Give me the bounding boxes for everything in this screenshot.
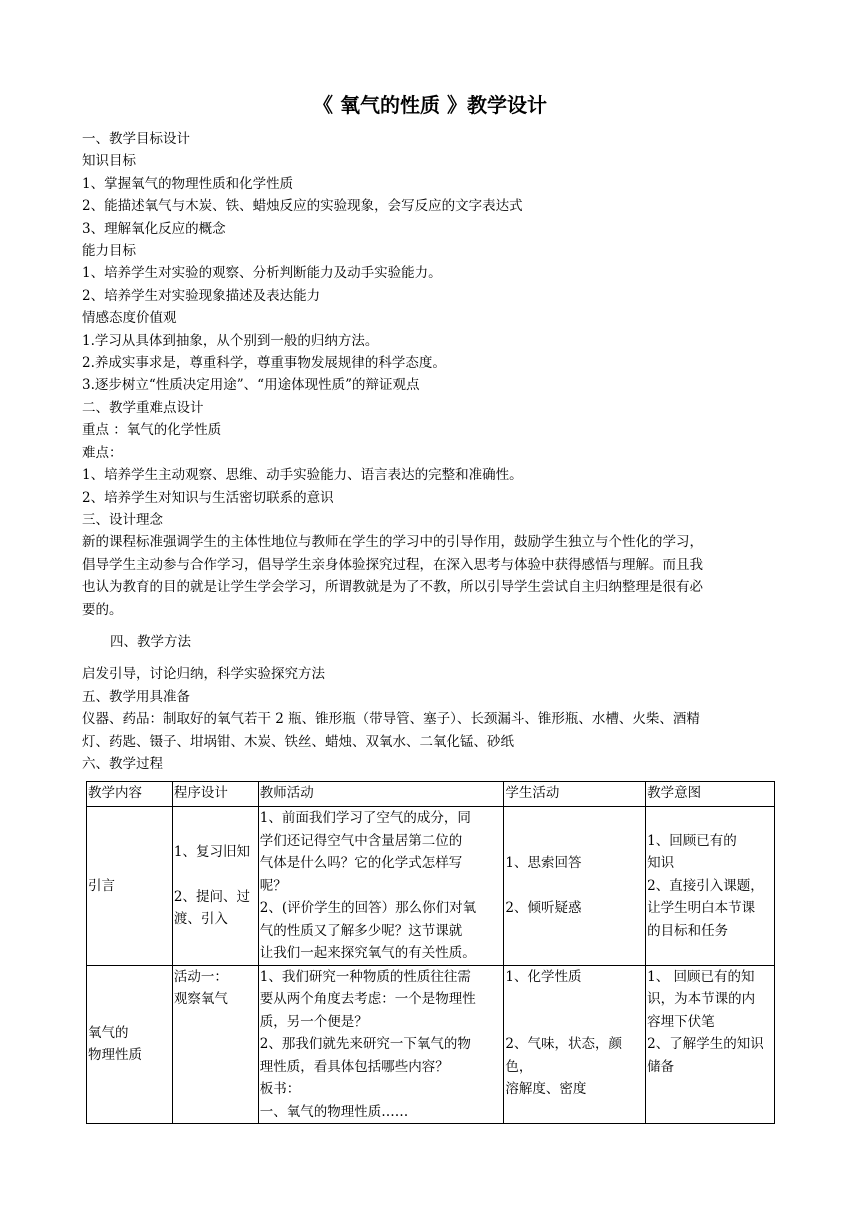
emotion-item: 2.养成实事求是，尊重科学，尊重事物发展规律的科学态度。 <box>82 355 446 372</box>
subheading-emotion: 情感态度价值观 <box>82 310 177 327</box>
table-cell-intent: 1、 回顾已有的知 识，为本节课的内 容埋下伏笔 2、了解学生的知识 储备 <box>646 965 775 1124</box>
subheading-knowledge: 知识目标 <box>82 153 136 170</box>
table-header-cell: 教学内容 <box>87 782 173 807</box>
table-cell-teacher: 1、我们研究一种物质的性质往往需 要从两个角度去考虑：一个是物理性 质，另一个便是？ 2、那我们就先来研究一下氧气的物 理性质，看具体包括哪些内容？ 板书： 一、氧气的物理性质…… <box>258 965 504 1124</box>
section-heading-method: 四、教学方法 <box>110 633 191 650</box>
concept-line: 新的课程标准强调学生的主体性地位与教师在学生的学习中的引导作用，鼓励学生独立与个性化的学习， <box>82 534 703 551</box>
key-point: 重点 ：氧气的化学性质 <box>82 422 222 439</box>
concept-line: 也认为教育的目的就是让学生学会学习，所谓教就是为了不教，所以引导学生尝试自主归纳整理是很有必 <box>82 579 703 596</box>
table-cell-content: 氧气的 物理性质 <box>87 965 173 1124</box>
knowledge-item: 3、理解氧化反应的概念 <box>82 220 226 237</box>
document-body <box>82 128 782 775</box>
table-header-cell: 教学意图 <box>646 782 775 807</box>
ability-item: 1、培养学生对实验的观察、分析判断能力及动手实验能力。 <box>82 265 442 282</box>
table-header-cell: 学生活动 <box>504 782 646 807</box>
knowledge-item: 2、能描述氧气与木炭、铁、蜡烛反应的实验现象，会写反应的文字表达式 <box>82 198 523 215</box>
emotion-item: 3.逐步树立“性质决定用途”、“用途体现性质”的辩证观点 <box>82 377 420 394</box>
teaching-process-table <box>86 781 775 1124</box>
tools-line: 仪器、药品：制取好的氧气若干 2 瓶、锥形瓶（带导管、塞子）、长颈漏斗、锥形瓶、水槽、火柴、酒精 <box>82 711 700 728</box>
table-cell-student: 1、思索回答 2、倾听疑惑 <box>504 807 646 966</box>
table-row <box>87 965 775 1124</box>
tools-line: 灯、药匙、镊子、坩埚钳、木炭、铁丝、蜡烛、双氧水、二氧化锰、砂纸 <box>82 733 514 750</box>
section-heading-process: 六、教学过程 <box>82 755 163 772</box>
table-row <box>87 807 775 966</box>
table-header-cell: 教师活动 <box>258 782 504 807</box>
table-cell-student: 1、化学性质 2、气味，状态，颜色， 溶解度、密度 <box>504 965 646 1124</box>
table-header-cell: 程序设计 <box>172 782 258 807</box>
table-cell-teacher: 1、前面我们学习了空气的成分，同 学们还记得空气中含量居第二位的 气体是什么吗？它的化学式怎样写 呢？ 2、(评价学生的回答）那么你们对氧 气的性质又了解多少呢？这节课就 让我们一起来探究氧气的有关性质。 <box>258 807 504 966</box>
table-cell-content: 引言 <box>87 807 173 966</box>
knowledge-item: 1、掌握氧气的物理性质和化学性质 <box>82 175 294 192</box>
difficult-item: 1、培养学生主动观察、思维、动手实验能力、语言表达的完整和准确性。 <box>82 467 523 484</box>
section-heading-concept: 三、设计理念 <box>82 511 163 528</box>
section-heading-goals: 一、教学目标设计 <box>82 131 190 147</box>
difficult-label: 难点： <box>82 444 123 461</box>
table-header-row <box>87 782 775 807</box>
concept-line: 要的。 <box>82 601 123 618</box>
method-text: 启发引导，讨论归纳，科学实验探究方法 <box>82 666 325 683</box>
table-cell-intent: 1、回顾已有的 知识 2、直接引入课题， 让学生明白本节课 的目标和任务 <box>646 807 775 966</box>
emotion-item: 1.学习从具体到抽象，从个别到一般的归纳方法。 <box>82 332 379 349</box>
table-cell-program: 活动一： 观察氧气 <box>172 965 258 1124</box>
concept-line: 倡导学生主动参与合作学习，倡导学生亲身体验探究过程，在深入思考与体验中获得感悟与理解。而且我 <box>82 556 703 573</box>
difficult-item: 2、培养学生对知识与生活密切联系的意识 <box>82 489 334 506</box>
subheading-ability: 能力目标 <box>82 243 136 260</box>
section-heading-tools: 五、教学用具准备 <box>82 688 190 705</box>
section-heading-key: 二、教学重难点设计 <box>82 399 204 416</box>
ability-item: 2、培养学生对实验现象描述及表达能力 <box>82 287 321 304</box>
document-title: 《 氧气的性质 》教学设计 <box>313 93 547 117</box>
table-cell-program: 1、复习旧知 2、提问、过 渡、引入 <box>172 807 258 966</box>
